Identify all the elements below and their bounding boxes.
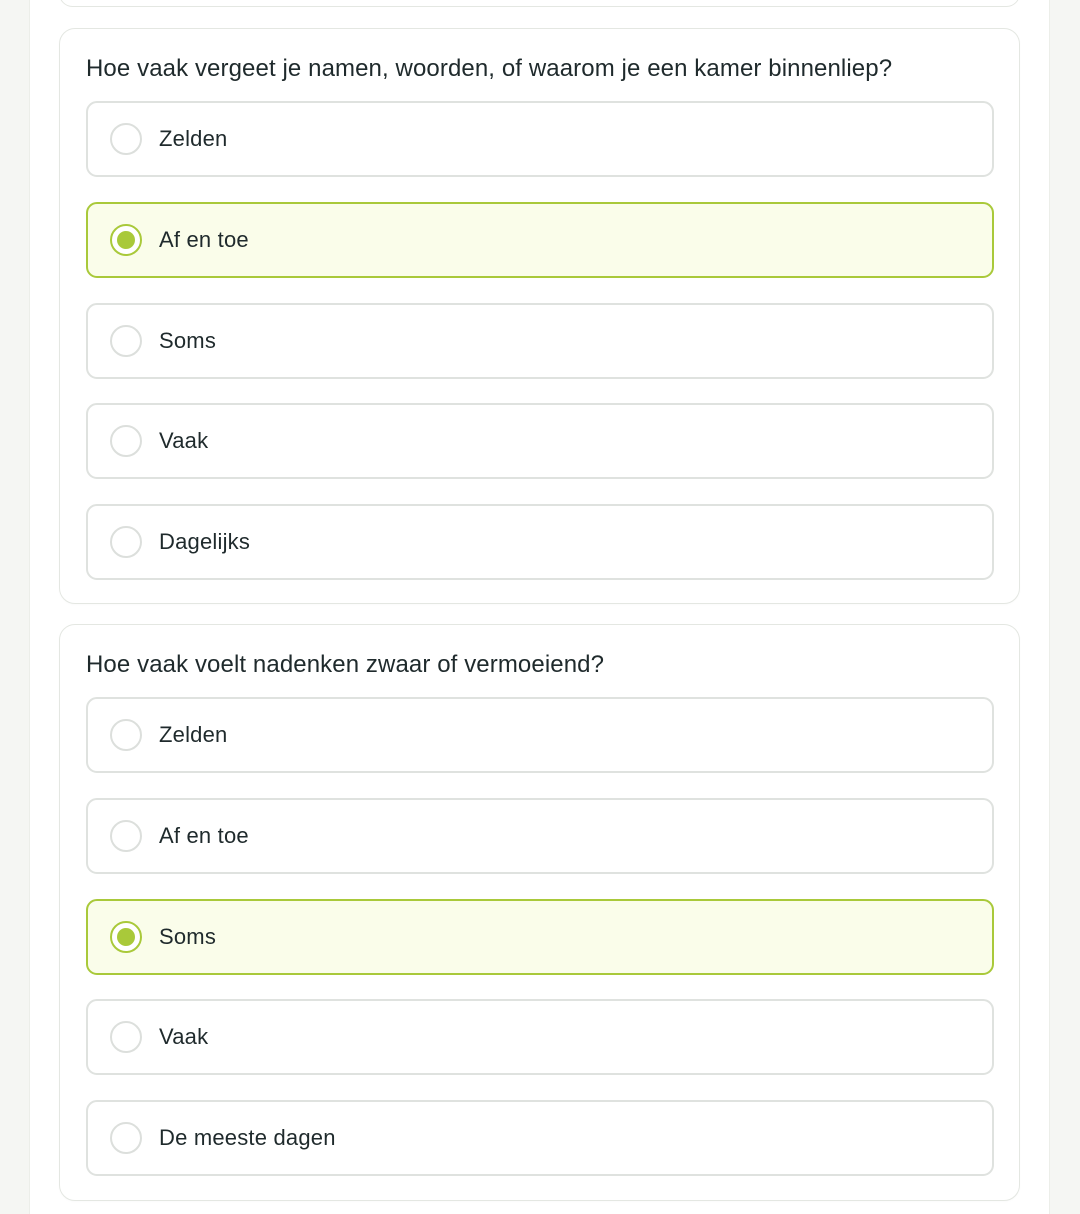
radio-checked-icon[interactable] [110, 224, 142, 256]
option-soms[interactable] [86, 303, 994, 379]
option-label: Soms [159, 328, 217, 353]
radio-unchecked-icon[interactable] [110, 425, 142, 457]
option-label: Zelden [159, 126, 228, 151]
option-label: Af en toe [159, 823, 249, 848]
option-af-en-toe[interactable] [86, 202, 994, 278]
radio-checked-icon[interactable] [110, 921, 142, 953]
option-vaak[interactable] [86, 403, 994, 479]
question-card-memory [59, 28, 1020, 604]
option-label: Dagelijks [159, 529, 251, 554]
radio-unchecked-icon[interactable] [110, 719, 142, 751]
option-label: De meeste dagen [159, 1125, 336, 1150]
option-label: Af en toe [159, 227, 249, 252]
radio-unchecked-icon[interactable] [110, 123, 142, 155]
radio-unchecked-icon[interactable] [110, 1122, 142, 1154]
option-zelden[interactable] [86, 101, 994, 177]
radio-unchecked-icon[interactable] [110, 325, 142, 357]
option-label: Soms [159, 924, 217, 949]
radio-unchecked-icon[interactable] [110, 820, 142, 852]
option-zelden[interactable] [86, 697, 994, 773]
option-soms[interactable] [86, 899, 994, 975]
radio-unchecked-icon[interactable] [110, 1021, 142, 1053]
option-label: Vaak [159, 428, 209, 453]
option-dagelijks[interactable] [86, 504, 994, 580]
option-af-en-toe[interactable] [86, 798, 994, 874]
radio-unchecked-icon[interactable] [110, 526, 142, 558]
option-de-meeste-dagen[interactable] [86, 1100, 994, 1176]
option-label: Zelden [159, 722, 228, 747]
option-vaak[interactable] [86, 999, 994, 1075]
question-card-thinking-fatigue [59, 624, 1020, 1201]
question-title: Hoe vaak voelt nadenken zwaar of vermoeiend? [86, 651, 605, 678]
previous-question-card [59, 0, 1020, 7]
question-title: Hoe vaak vergeet je namen, woorden, of waarom je een kamer binnenliep? [86, 55, 893, 82]
option-label: Vaak [159, 1024, 209, 1049]
